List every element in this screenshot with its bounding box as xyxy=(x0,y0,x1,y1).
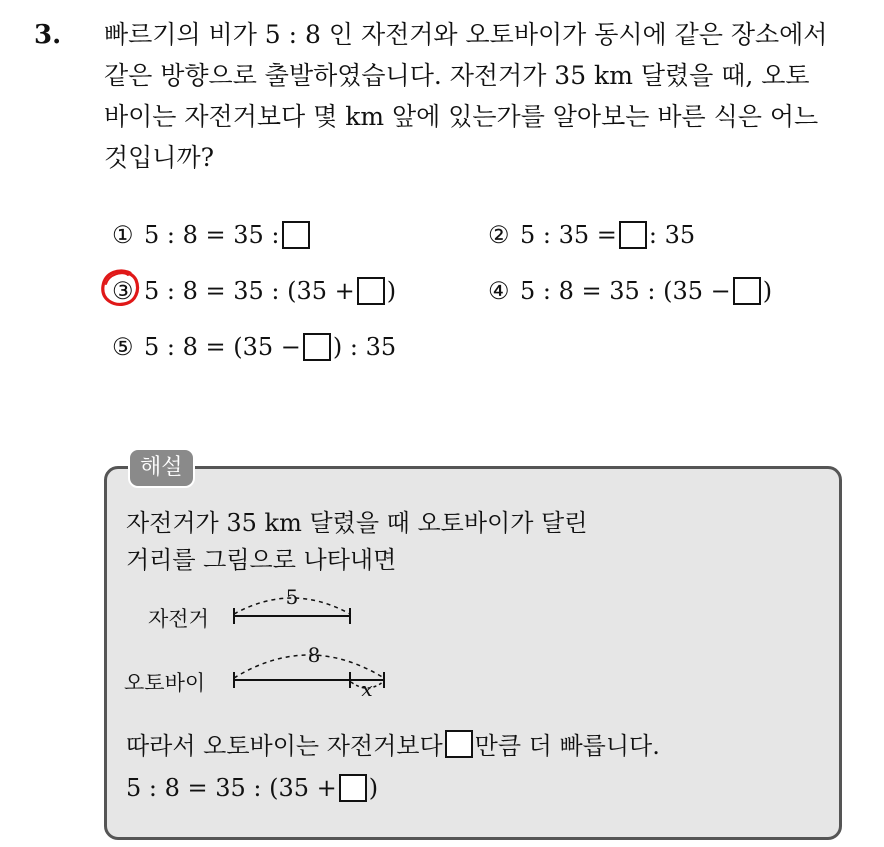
motorcycle-value: 8 xyxy=(307,643,321,667)
choice-expression: 5 : 8 = 35 : xyxy=(144,221,280,249)
choice-4[interactable] xyxy=(488,274,772,308)
ratio-diagram xyxy=(220,580,410,700)
answer-blank-box xyxy=(282,221,310,249)
conclusion-text-end: 만큼 더 빠릅니다. xyxy=(474,732,660,760)
question-line: 바이는 자전거보다 몇 km 앞에 있는가를 알아보는 바른 식은 어느 xyxy=(104,102,819,131)
conclusion-line xyxy=(126,726,660,761)
choice-expression: 5 : 8 = (35 − xyxy=(144,333,301,361)
answer-blank-box xyxy=(339,774,367,802)
explanation-tab: 해설 xyxy=(128,448,195,488)
choice-expression-end: ) xyxy=(762,277,773,305)
conclusion-text: 따라서 오토바이는 자전거보다 xyxy=(126,732,443,760)
choice-number: ④ xyxy=(488,277,510,305)
formula-text-end: ) xyxy=(368,774,379,802)
formula-line xyxy=(126,774,378,802)
choice-5[interactable] xyxy=(112,330,396,364)
bicycle-value: 5 xyxy=(285,585,299,609)
choice-expression: 5 : 35 = xyxy=(520,221,617,249)
choice-number: ③ xyxy=(112,277,134,305)
difference-variable: x xyxy=(361,677,373,700)
explanation-line: 거리를 그림으로 나타내면 xyxy=(126,546,397,574)
choice-number: ② xyxy=(488,221,510,249)
answer-circle-mark xyxy=(100,268,142,308)
choice-number: ① xyxy=(112,221,134,249)
answer-blank-box xyxy=(303,333,331,361)
bicycle-label: 자전거 xyxy=(148,607,209,631)
choice-3[interactable] xyxy=(112,274,396,308)
question-line: 것입니까? xyxy=(104,143,215,172)
question-line: 같은 방향으로 출발하였습니다. 자전거가 35 km 달렸을 때, 오토 xyxy=(104,61,810,90)
choice-1[interactable] xyxy=(112,218,312,252)
answer-blank-box xyxy=(357,277,385,305)
question-number: 3. xyxy=(34,20,62,50)
choice-expression-end: : 35 xyxy=(648,221,696,249)
question-text xyxy=(104,14,864,178)
formula-text: 5 : 8 = 35 : (35 + xyxy=(126,774,337,802)
answer-blank-box xyxy=(733,277,761,305)
choice-expression-end: ) : 35 xyxy=(332,333,397,361)
explanation-line: 자전거가 35 km 달렸을 때 오토바이가 달린 xyxy=(126,509,588,537)
choice-expression: 5 : 8 = 35 : (35 − xyxy=(520,277,731,305)
answer-blank-box xyxy=(619,221,647,249)
choice-2[interactable] xyxy=(488,218,695,252)
question-line: 빠르기의 비가 5 : 8 인 자전거와 오토바이가 동시에 같은 장소에서 xyxy=(104,20,828,49)
choice-number: ⑤ xyxy=(112,333,134,361)
motorcycle-label: 오토바이 xyxy=(124,671,206,695)
answer-blank-box xyxy=(445,730,473,758)
choice-expression: 5 : 8 = 35 : (35 + xyxy=(144,277,355,305)
choice-expression-end: ) xyxy=(386,277,397,305)
